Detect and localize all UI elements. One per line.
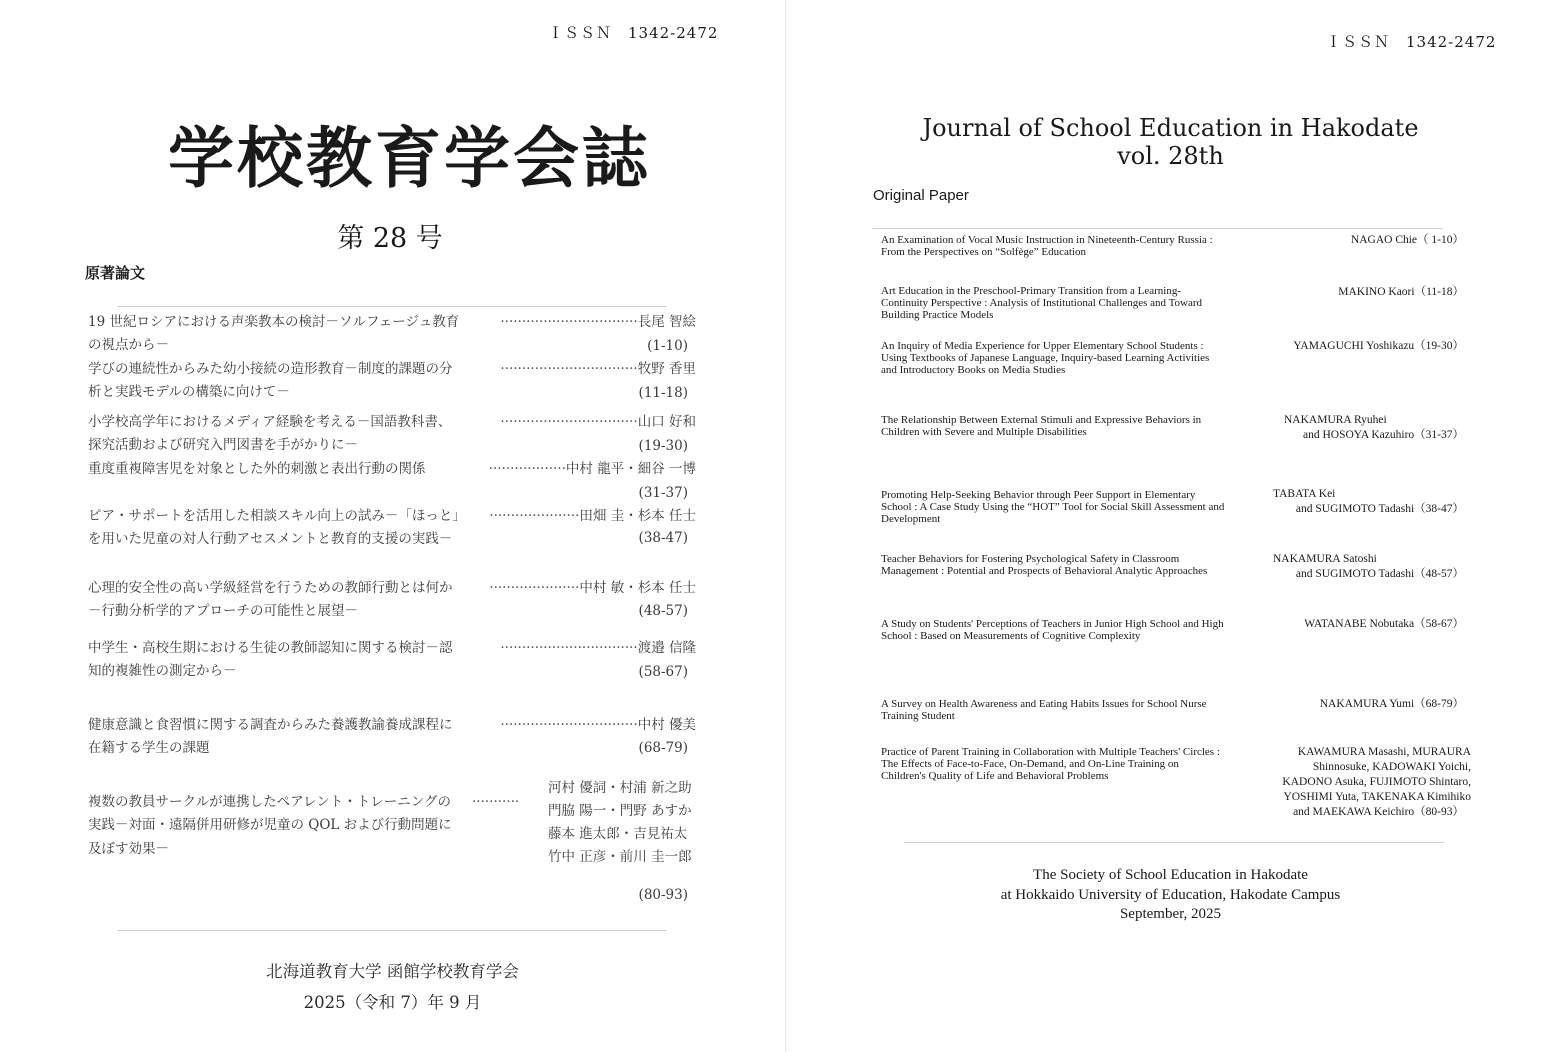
jp-volume-number: 第 28 号	[337, 223, 443, 254]
jp-article-authors	[470, 577, 696, 600]
en-article-title: A Survey on Health Awareness and Eating Habits Issues for School Nurse Training Student	[881, 698, 1207, 723]
en-journal-title	[786, 114, 1555, 170]
author-line: and MAEKAWA Keichiro（80-93）	[1293, 806, 1464, 818]
jp-article-authors	[470, 505, 696, 528]
jp-article-pages: (80-93)	[638, 887, 688, 903]
jp-article-authors	[470, 311, 696, 334]
en-article-authors: NAGAO Chie（ 1-10）	[1350, 234, 1464, 246]
en-article-authors: and SUGIMOTO Tadashi（48-57）	[1295, 568, 1464, 580]
jp-article-pages: (11-18)	[638, 385, 688, 401]
en-article-title: Promoting Help-Seeking Behavior through Peer Support in Elementary School : A Case Study Using the “HOT” Tool for Social Skill Assessment and Development	[881, 489, 1225, 526]
jp-top-rule	[117, 306, 667, 307]
author-line: KAWAMURA Masashi, MURAURA	[1297, 746, 1471, 758]
en-publication-date: September, 2025	[1119, 906, 1222, 922]
jp-article-authors	[470, 637, 696, 660]
jp-article-title: 19 世紀ロシアにおける声楽教本の検討－ソルフェージュ教育の視点から－	[88, 314, 460, 354]
dot-leader: ···········	[472, 794, 520, 810]
jp-article-title: 重度重複障害児を対象とした外的刺激と表出行動の関係	[88, 461, 426, 477]
en-publisher	[786, 866, 1555, 925]
en-article-authors: and HOSOYA Kazuhiro（31-37）	[1303, 429, 1464, 441]
author-names: 田畑 圭・杉本 任士	[579, 508, 696, 524]
en-top-rule	[873, 228, 1443, 229]
dot-leader: ································	[500, 314, 638, 330]
author-names: 中村 優美	[637, 717, 696, 733]
jp-article-pages: (31-37)	[638, 485, 688, 501]
en-article-authors: NAKAMURA Ryuhei	[1284, 414, 1387, 426]
en-bottom-rule	[904, 842, 1444, 843]
jp-journal-title: 学校教育学会誌	[168, 119, 651, 197]
en-article-title: An Inquiry of Media Experience for Upper Elementary School Students : Using Textbooks of Japanese Language, Inquiry-based Learning Activities and Introductory Books on Media Studies	[881, 340, 1210, 377]
en-article-authors: YAMAGUCHI Yoshikazu（19-30）	[1293, 340, 1464, 352]
en-article-authors: MAKINO Kaori（11-18）	[1338, 286, 1464, 298]
jp-publisher: 北海道教育大学 函館学校教育学会	[266, 962, 519, 981]
en-publisher-line: at Hokkaido University of Education, Hakodate Campus	[1000, 886, 1341, 903]
jp-issn: ＩＳＳＮ 1342-2472	[548, 24, 719, 42]
author-line: YOSHIMI Yuta, TAKENAKA Kimihiko	[1283, 791, 1471, 803]
author-names: 山口 好和	[637, 414, 696, 430]
en-publisher-line: The Society of School Education in Hakodate	[1033, 867, 1308, 883]
english-contents-page	[786, 0, 1555, 1052]
author-line: 藤本 進太郎・吉見祐太	[548, 826, 688, 842]
en-article-title: A Study on Students' Perceptions of Teachers in Junior High School and High School : Based on Measurements of Cognitive Complexity	[881, 618, 1224, 643]
jp-publication-date: 2025（令和 7）年 9 月	[303, 993, 482, 1012]
jp-article-title: 複数の教員サークルが連携したペアレント・トレーニングの実践－対面・遠隔併用研修が児童の QOL および行動問題に及ぼす効果－	[88, 794, 452, 857]
en-article-authors: TABATA Kei	[1273, 488, 1336, 500]
jp-article-pages: (19-30)	[638, 438, 688, 454]
author-names: 牧野 香里	[637, 361, 696, 377]
jp-article-authors	[470, 358, 696, 381]
author-line: 河村 優詞・村浦 新之助	[548, 780, 692, 796]
author-line: 門脇 陽一・門野 あすか	[548, 803, 692, 819]
dot-leader: ································	[500, 640, 638, 656]
en-article-title: An Examination of Vocal Music Instruction in Nineteenth-Century Russia : From the Perspectives on “Solfège” Education	[881, 234, 1213, 259]
jp-article-title: 小学校高学年におけるメディア経験を考える－国語教科書、探究活動および研究入門図書を手がかりに－	[88, 414, 452, 454]
jp-article-authors	[470, 714, 696, 737]
author-names: 中村 龍平・細谷 一博	[565, 461, 696, 477]
jp-article-pages: (58-67)	[638, 664, 688, 680]
author-names: 中村 敏・杉本 任士	[579, 580, 696, 596]
jp-article-authors	[470, 411, 696, 434]
en-article-title: Teacher Behaviors for Fostering Psychological Safety in Classroom Management : Potential and Prospects of Behavioral Analytic Approaches	[881, 553, 1208, 578]
jp-article-pages: (68-79)	[638, 740, 688, 756]
jp-section-heading: 原著論文	[85, 264, 146, 282]
en-section-heading: Original Paper	[873, 187, 969, 204]
author-names: 長尾 智絵	[637, 314, 696, 330]
en-article-title: The Relationship Between External Stimuli and Expressive Behaviors in Children with Severe and Multiple Disabilities	[881, 414, 1202, 439]
jp-article-title: 中学生・高校生期における生徒の教師認知に関する検討－認知的複雑性の測定から－	[88, 640, 453, 680]
en-article-authors: WATANABE Nobutaka（58-67）	[1304, 618, 1464, 630]
jp-article-authors	[470, 458, 696, 481]
jp-article-pages: (1-10)	[647, 338, 688, 354]
en-title-line: Journal of School Education in Hakodate	[922, 114, 1419, 142]
dot-leader: ·····················	[489, 580, 580, 596]
jp-article-pages: (48-57)	[638, 603, 688, 619]
en-article-authors: and SUGIMOTO Tadashi（38-47）	[1295, 503, 1464, 515]
jp-article-title: 健康意識と食習慣に関する調査からみた養護教諭養成課程に在籍する学生の課題	[88, 717, 453, 757]
jp-article-title: 心理的安全性の高い学級経営を行うための教師行動とは何か－行動分析学的アプローチの可能性と展望－	[88, 580, 453, 620]
author-names: 渡邉 信隆	[637, 640, 696, 656]
author-line: 竹中 正彦・前川 圭一郎	[548, 849, 692, 865]
jp-article-title: ピア・サポートを活用した相談スキル向上の試み－「ほっと」を用いた児童の対人行動アセスメントと教育的支援の実践－	[88, 508, 460, 548]
en-article-title: Practice of Parent Training in Collaboration with Multiple Teachers' Circles : The Effects of Face-to-Face, On-Demand, and On-Line Training on Children's Quality of Life and Behavioral Problems	[881, 746, 1220, 783]
dot-leader: ································	[500, 361, 638, 377]
en-article-authors: NAKAMURA Satoshi	[1273, 553, 1377, 565]
dot-leader: ································	[500, 717, 638, 733]
en-volume-line: vol. 28th	[1117, 142, 1224, 170]
author-line: Shinnosuke, KADOWAKI Yoichi,	[1312, 761, 1471, 773]
jp-last-article-authors	[548, 777, 708, 869]
jp-article-pages: (38-47)	[638, 530, 688, 546]
dot-leader: ··················	[488, 461, 566, 477]
author-line: KADONO Asuka, FUJIMOTO Shintaro,	[1282, 776, 1471, 788]
en-issn: ＩＳＳＮ 1342-2472	[1326, 33, 1497, 51]
dot-leader: ································	[500, 414, 638, 430]
jp-bottom-rule	[117, 930, 667, 931]
dot-leader: ·····················	[489, 508, 580, 524]
en-article-title: Art Education in the Preschool-Primary Transition from a Learning-Continuity Perspective : Analysis of Institutional Challenges and Toward Building Practice Models	[881, 285, 1203, 322]
en-article-authors	[1282, 745, 1471, 820]
jp-article-title: 学びの連続性からみた幼小接続の造形教育－制度的課題の分析と実践モデルの構築に向けて－	[88, 361, 453, 401]
en-article-authors: NAKAMURA Yumi（68-79）	[1319, 698, 1464, 710]
